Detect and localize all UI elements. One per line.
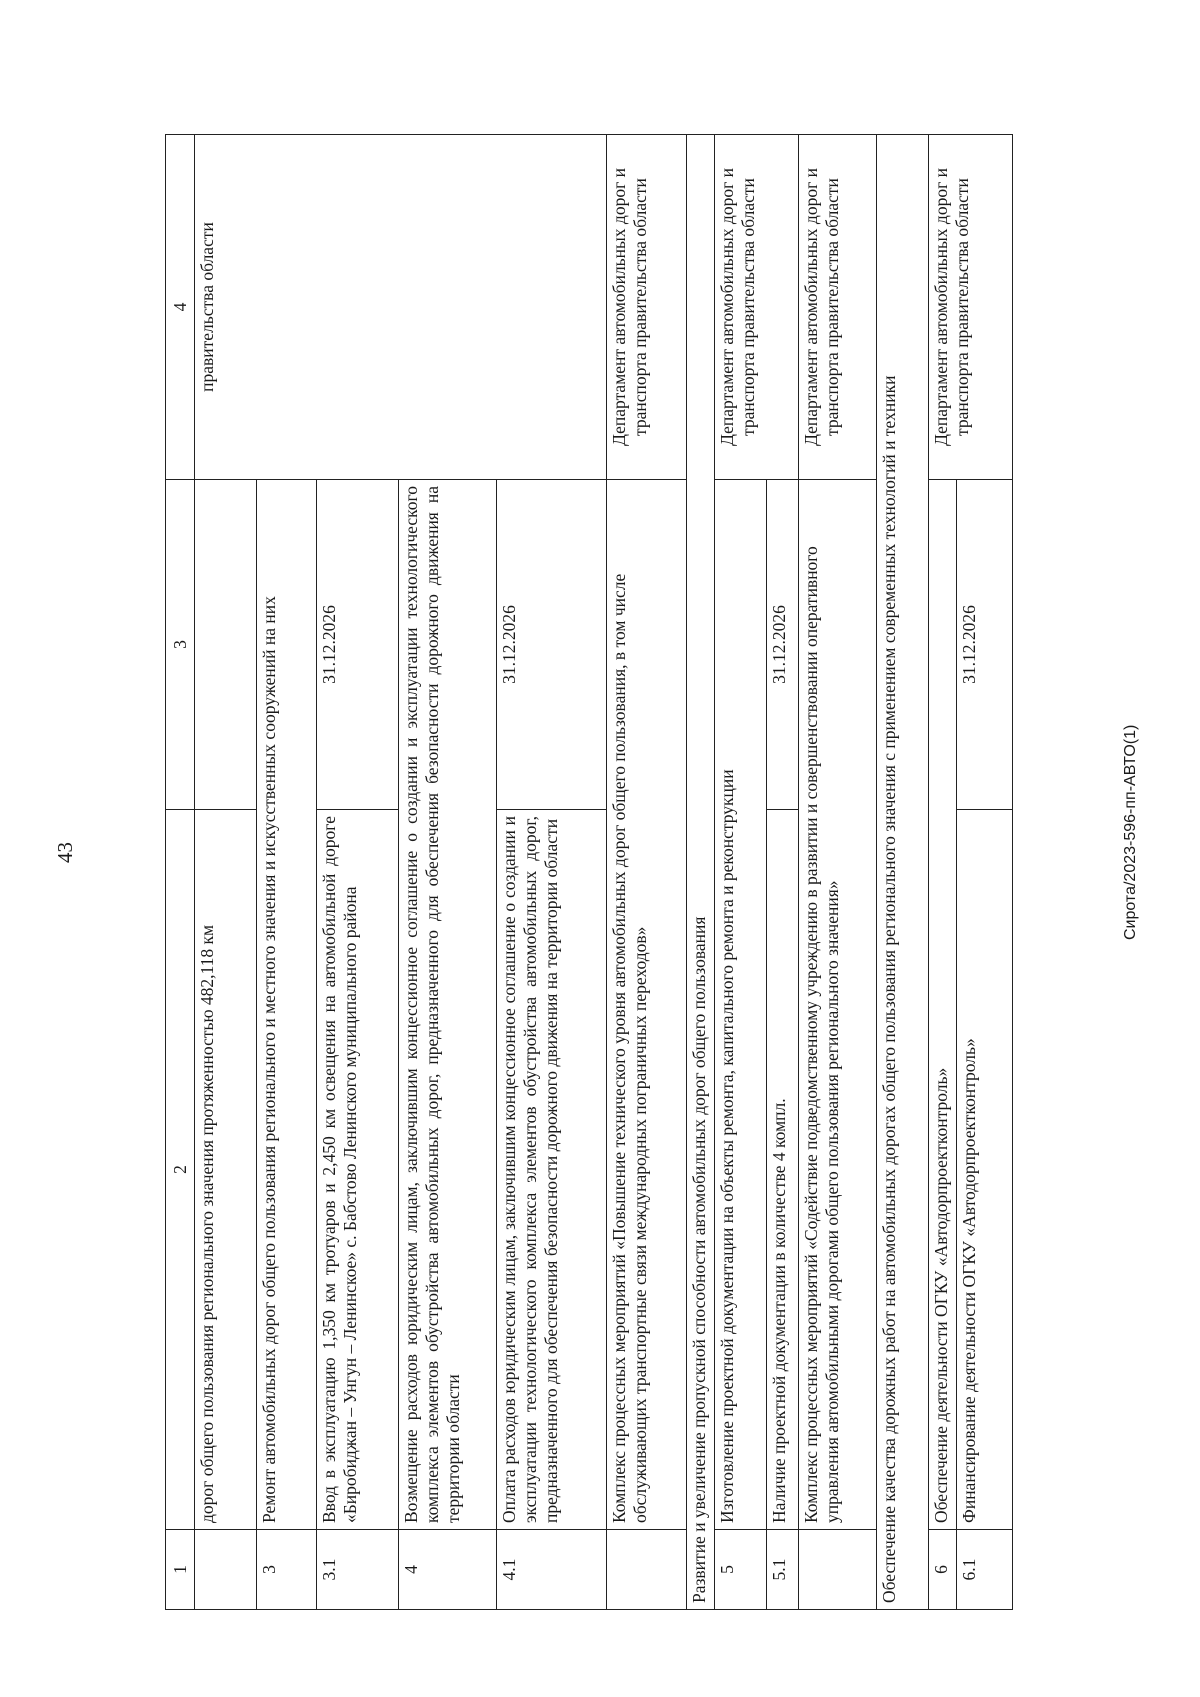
- page-number: 43: [52, 842, 77, 863]
- cell-num: 4.1: [497, 1530, 607, 1610]
- header-col-1: 1: [166, 1530, 195, 1610]
- cell-num: 3.1: [317, 1530, 399, 1610]
- cell-text: Обеспечение деятельности ОГКУ «Автодорпроектконтроль»: [929, 480, 957, 1530]
- table-row: [877, 135, 929, 1610]
- cell-date: 31.12.2026: [957, 480, 1013, 810]
- plan-table: [165, 134, 1013, 1610]
- table-row: [195, 135, 257, 1610]
- cell-text: Ремонт автомобильных дорог общего пользования регионального и местного значения и искусственных сооружений на них: [257, 480, 317, 1530]
- cell-date: 31.12.2026: [497, 480, 607, 810]
- header-col-2: 2: [166, 810, 195, 1530]
- cell-num: 4: [399, 1530, 497, 1610]
- complex-measures-title: Комплекс процессных мероприятий «Содействие подведомственному учреждению в развитии и совершенствовании оперативного управления автомобильными дорогами общего пользования регионального значения»: [799, 480, 877, 1530]
- cell-responsible: Департамент автомобильных дорог и транспорта правительства области: [929, 135, 1013, 480]
- cell-responsible: Департамент автомобильных дорог и транспорта правительства области: [715, 135, 799, 480]
- header-row: [166, 135, 195, 1610]
- table-row: [715, 135, 767, 1610]
- cell-text: Ввод в эксплуатацию 1,350 км тротуаров и 2,450 км освещения на автомобильной дороге «Биробиджан – Унгун – Ленинское» с. Бабстово Ленинского муниципального района: [317, 810, 399, 1530]
- header-col-3: 3: [166, 480, 195, 810]
- cell-num: 6: [929, 1530, 957, 1610]
- cell-num: 5: [715, 1530, 767, 1610]
- table-row: [799, 135, 877, 1610]
- table-row: [929, 135, 957, 1610]
- header-col-4: 4: [166, 135, 195, 480]
- table-row: [607, 135, 687, 1610]
- rotated-table-container: [165, 135, 1065, 1610]
- section-row: Развитие и увеличение пропускной способности автомобильных дорог общего пользования: [687, 135, 715, 1610]
- cell-text: Оплата расходов юридическим лицам, заключившим концессионное соглашение о создании и эксплуатации технологического комплекса элементов обустройства автомобильных дорог, предназначенного для обеспечения безопасности дорожного движения на территории области: [497, 810, 607, 1530]
- cell-text: дорог общего пользования регионального значения протяженностью 482,118 км: [195, 810, 257, 1530]
- cell-text: Изготовление проектной документации на объекты ремонта, капитального ремонта и реконструкции: [715, 480, 767, 1530]
- cell-num: 5.1: [767, 1530, 799, 1610]
- cell-text: Возмещение расходов юридическим лицам, заключившим концессионное соглашение о создании и эксплуатации технологического комплекса элементов обустройства автомобильных дорог, предназначенного для обеспечения безопасности дорожного движения на территории области: [399, 480, 497, 1530]
- cell-date: 31.12.2026: [767, 480, 799, 810]
- cell-responsible: Департамент автомобильных дорог и транспорта правительства области: [799, 135, 877, 480]
- section-row: Обеспечение качества дорожных работ на автомобильных дорогах общего пользования регионального значения с применением современных технологий и техники: [877, 135, 929, 1610]
- cell-responsible: Департамент автомобильных дорог и транспорта правительства области: [607, 135, 687, 480]
- table-row: [687, 135, 715, 1610]
- cell-text: Финансирование деятельности ОГКУ «Автодорпроектконтроль»: [957, 810, 1013, 1530]
- document-code: Сирота/2023-596-пп-АВТО(1): [1122, 724, 1139, 940]
- cell-text: Наличие проектной документации в количестве 4 компл.: [767, 810, 799, 1530]
- cell-responsible: правительства области: [195, 135, 607, 480]
- complex-measures-title: Комплекс процессных мероприятий «Повышение технического уровня автомобильных дорог общего пользования, в том числе обслуживающих транспортные связи международных пограничных переходов»: [607, 480, 687, 1530]
- cell-date: 31.12.2026: [317, 480, 399, 810]
- cell-num: 6.1: [957, 1530, 1013, 1610]
- cell-num: 3: [257, 1530, 317, 1610]
